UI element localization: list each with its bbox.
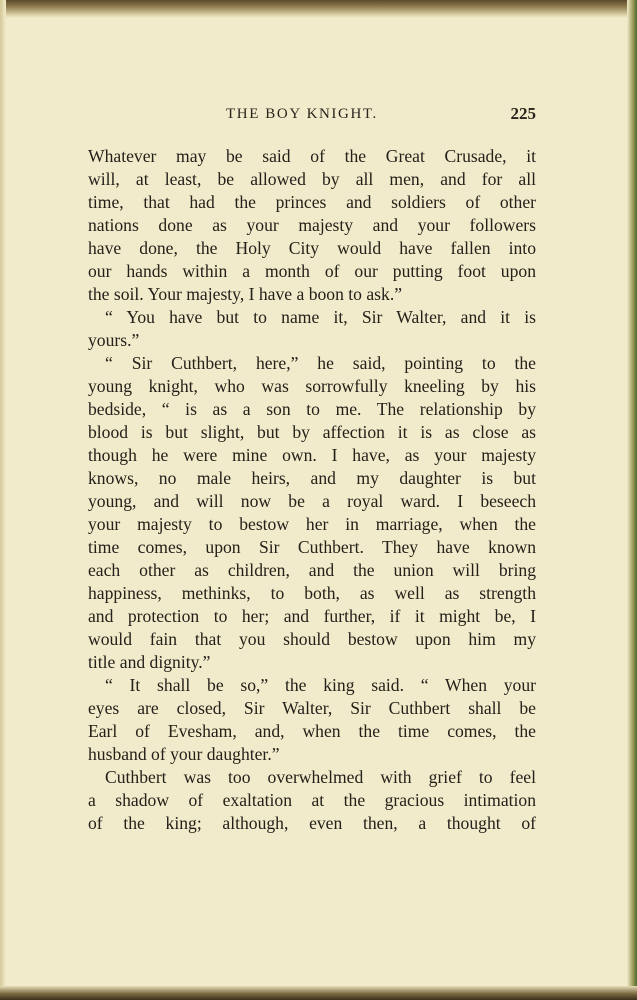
text-line: nations done as your majesty and your followers <box>88 215 536 235</box>
text-line: “ You have but to name it, Sir Walter, and it is <box>105 307 536 327</box>
page-left-edge <box>0 0 6 1000</box>
text-line: a shadow of exaltation at the gracious intimation <box>88 790 536 810</box>
text-line: “ It shall be so,” the king said. “ When your <box>105 675 536 695</box>
text-line: “ Sir Cuthbert, here,” he said, pointing to the <box>105 353 536 373</box>
page-number: 225 <box>510 104 536 123</box>
text-line: young knight, who was sorrowfully kneeling by his <box>88 376 536 396</box>
running-head: THE BOY KNIGHT. <box>226 106 378 122</box>
text-line: husband of your daughter.” <box>88 744 280 764</box>
text-line: will, at least, be allowed by all men, and for all <box>88 169 536 189</box>
text-line: your majesty to bestow her in marriage, when the <box>88 514 536 534</box>
text-line: have done, the Holy City would have fallen into <box>88 238 536 258</box>
text-line: though he were mine own. I have, as your majesty <box>88 445 536 465</box>
text-line: would fain that you should bestow upon him my <box>88 629 536 649</box>
text-line: title and dignity.” <box>88 652 211 672</box>
text-line: blood is but slight, but by affection it is as close as <box>88 422 536 442</box>
text-line: eyes are closed, Sir Walter, Sir Cuthbert shall be <box>88 698 536 718</box>
text-line: Whatever may be said of the Great Crusade, it <box>88 146 536 166</box>
page-bottom-edge <box>0 986 637 1000</box>
text-line: time comes, upon Sir Cuthbert. They have known <box>88 537 536 557</box>
text-line: young, and will now be a royal ward. I beseech <box>88 491 536 511</box>
text-line: knows, no male heirs, and my daughter is but <box>88 468 536 488</box>
text-line: Cuthbert was too overwhelmed with grief to feel <box>105 767 536 787</box>
text-line: of the king; although, even then, a thought of <box>88 813 536 833</box>
text-line: Earl of Evesham, and, when the time comes, the <box>88 721 536 741</box>
text-line: bedside, “ is as a son to me. The relationship by <box>88 399 536 419</box>
text-line: happiness, methinks, to both, as well as strength <box>88 583 536 603</box>
text-line: yours.” <box>88 330 140 350</box>
text-line: our hands within a month of our putting foot upon <box>88 261 536 281</box>
body-text <box>88 145 536 835</box>
text-line: the soil. Your majesty, I have a boon to ask.” <box>88 284 403 304</box>
text-line: each other as children, and the union will bring <box>88 560 536 580</box>
text-line: and protection to her; and further, if it might be, I <box>88 606 536 626</box>
text-line: time, that had the princes and soldiers of other <box>88 192 536 212</box>
page-right-edge <box>627 0 637 1000</box>
page-header <box>88 104 536 128</box>
page-top-edge <box>0 0 637 18</box>
